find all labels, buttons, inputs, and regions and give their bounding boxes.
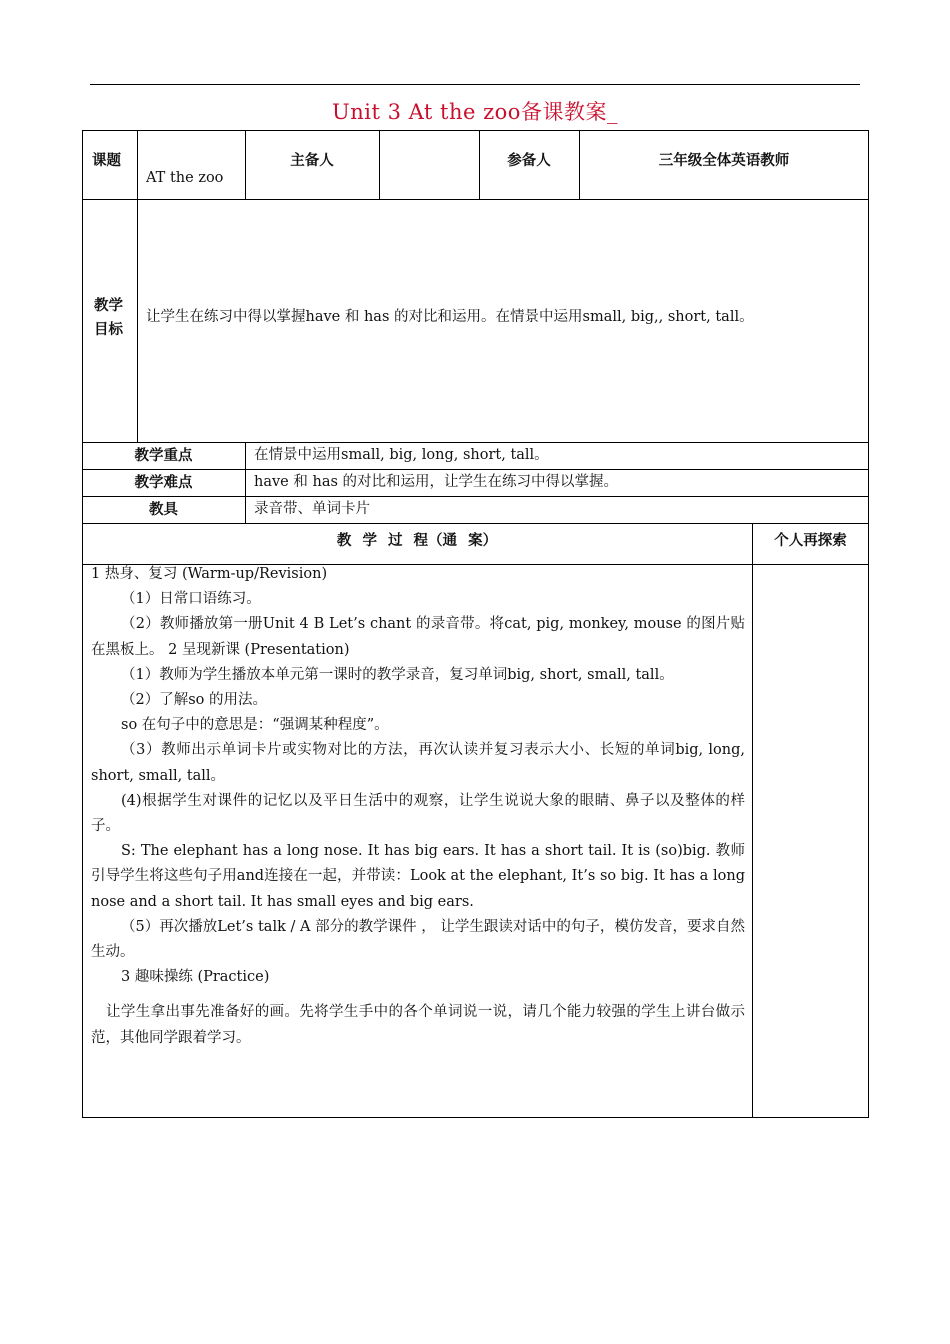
exploration-header: 个人再探索 — [774, 532, 847, 549]
process-body — [91, 562, 745, 1051]
topic-label: 课题 — [92, 152, 121, 169]
process-paragraph: 让学生拿出事先准备好的画。先将学生手中的各个单词说一说，请几个能力较强的学生上讲台做示范，其他同学跟着学习。 — [91, 1004, 745, 1046]
process-paragraph: so 在句子中的意思是：“强调某种程度”。 — [121, 717, 389, 734]
participants-label: 参备人 — [507, 152, 551, 169]
process-paragraph: （1）日常口语练习。 — [121, 591, 261, 608]
lead-label: 主备人 — [290, 152, 334, 169]
topic-value: AT the zoo — [146, 170, 224, 186]
objectives-label — [94, 294, 123, 342]
difficulties-text: have 和 has 的对比和运用，让学生在练习中得以掌握。 — [254, 474, 619, 490]
process-paragraph: S: The elephant has a long nose. It has big ears. It has a short tail. It is (so)big. 教师引导学生将这些句子用and连接在一起，并带读：Look at the elephant, It’s so big. It has a long nose and a short tail. It has small eyes and big ears. — [91, 843, 745, 910]
process-paragraph: （3）教师出示单词卡片或实物对比的方法，再次认读并复习表示大小、长短的单词big, long, short, small, tall。 — [91, 742, 745, 784]
header-rule — [90, 84, 860, 85]
participants-value: 三年级全体英语教师 — [658, 152, 790, 169]
process-paragraph: （5）再次播放Let’s talk / A 部分的教学课件 ， 让学生跟读对话中的句子，模仿发音，要求自然生动。 — [91, 918, 745, 961]
materials-text: 录音带、单词卡片 — [254, 501, 370, 517]
process-paragraph: （1）教师为学生播放本单元第一课时的教学录音，复习单词big, short, small, tall。 — [121, 666, 674, 683]
materials-label: 教具 — [149, 501, 178, 518]
column-divider — [137, 130, 138, 442]
document-title: Unit 3 At the zoo备课教案_ — [332, 100, 618, 124]
process-paragraph: （2）教师播放第一册Unit 4 B Let’s chant 的录音带。将cat, pig, monkey, mouse 的图片贴在黑板上。 2 呈现新课 (Presentation) — [91, 616, 745, 658]
process-paragraph: 1 热身、复习 (Warm-up/Revision) — [91, 566, 328, 582]
column-divider — [752, 523, 753, 1118]
key-points-text: 在情景中运用small, big, long, short, tall。 — [254, 447, 549, 463]
column-divider — [379, 130, 380, 199]
process-paragraph: （2）了解so 的用法。 — [121, 692, 268, 709]
key-points-label: 教学重点 — [134, 447, 193, 464]
row-divider — [82, 523, 869, 524]
difficulties-label: 教学难点 — [134, 474, 193, 491]
row-divider — [82, 199, 869, 200]
process-paragraph: (4)根据学生对课件的记忆以及平日生活中的观察，让学生说说大象的眼睛、鼻子以及整体的样子。 — [91, 792, 745, 835]
objectives-text: 让学生在练习中得以掌握have 和 has 的对比和运用。在情景中运用small, big,, short, tall。 — [146, 309, 754, 325]
objectives-label-line: 教学 — [94, 297, 123, 314]
process-paragraph: 3 趣味操练 (Practice) — [121, 969, 270, 986]
column-divider — [245, 442, 246, 523]
objectives-label-line: 目标 — [94, 321, 123, 338]
process-header: 教 学 过 程（通 案） — [336, 532, 498, 549]
